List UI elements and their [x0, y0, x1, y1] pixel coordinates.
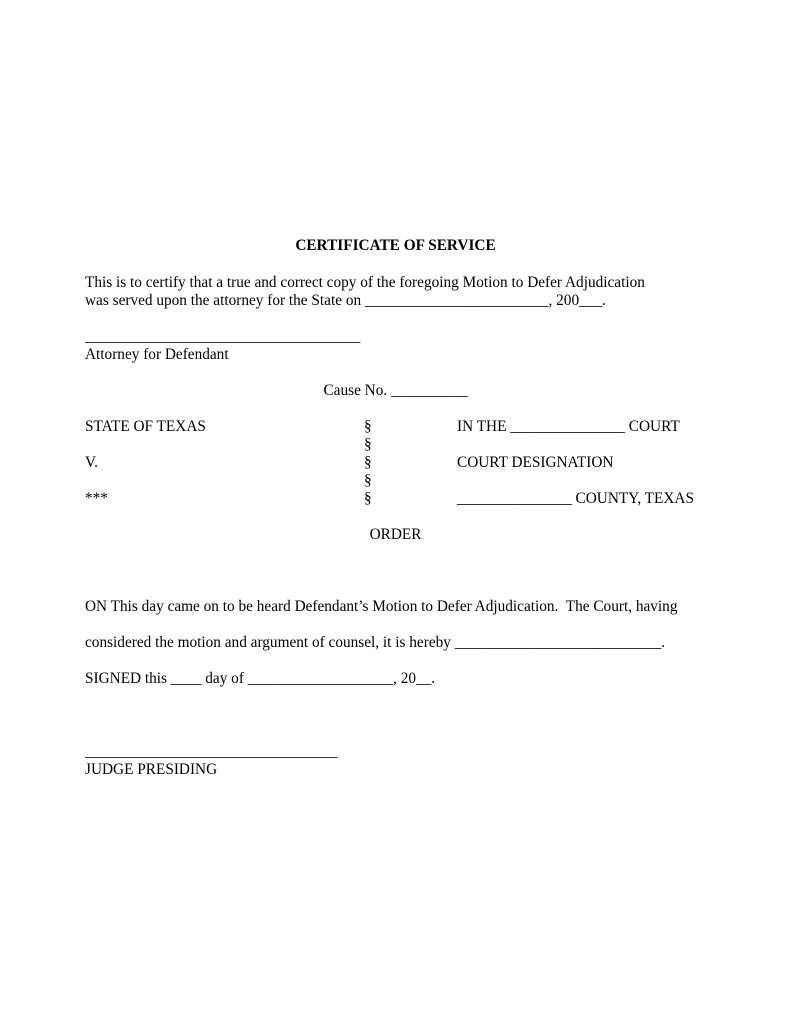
caption-right-county: _______________ COUNTY, TEXAS	[457, 490, 694, 507]
section-mark: §	[364, 418, 372, 435]
caption-right-designation: COURT DESIGNATION	[457, 454, 614, 471]
section-mark: §	[364, 436, 372, 453]
judge-signature-line: _________________________________	[85, 743, 338, 760]
section-mark: §	[364, 454, 372, 471]
section-mark: §	[364, 472, 372, 489]
cause-number: Cause No. __________	[323, 382, 468, 399]
order-title: ORDER	[369, 526, 422, 543]
caption-left-defendant: ***	[85, 490, 108, 507]
certificate-text-line-2: was served upon the attorney for the State on ________________________, 200___.	[85, 292, 606, 309]
caption-right-court: IN THE _______________ COURT	[457, 418, 680, 435]
attorney-signature-line: ____________________________________	[85, 328, 361, 345]
attorney-signature-label: Attorney for Defendant	[85, 346, 229, 363]
judge-signature-label: JUDGE PRESIDING	[85, 761, 218, 778]
signed-date-line: SIGNED this ____ day of ___________________, 20__.	[85, 670, 436, 687]
certificate-title: CERTIFICATE OF SERVICE	[295, 237, 496, 254]
certificate-text-line-1: This is to certify that a true and correct copy of the foregoing Motion to Defer Adjudication	[85, 274, 645, 291]
order-text-line-2: considered the motion and argument of counsel, it is hereby ___________________________.	[85, 634, 666, 651]
caption-left-versus: V.	[85, 454, 98, 471]
order-text-line-1: ON This day came on to be heard Defendant’s Motion to Defer Adjudication. The Court, having	[85, 598, 678, 615]
section-mark: §	[364, 490, 372, 507]
caption-left-state: STATE OF TEXAS	[85, 418, 206, 435]
